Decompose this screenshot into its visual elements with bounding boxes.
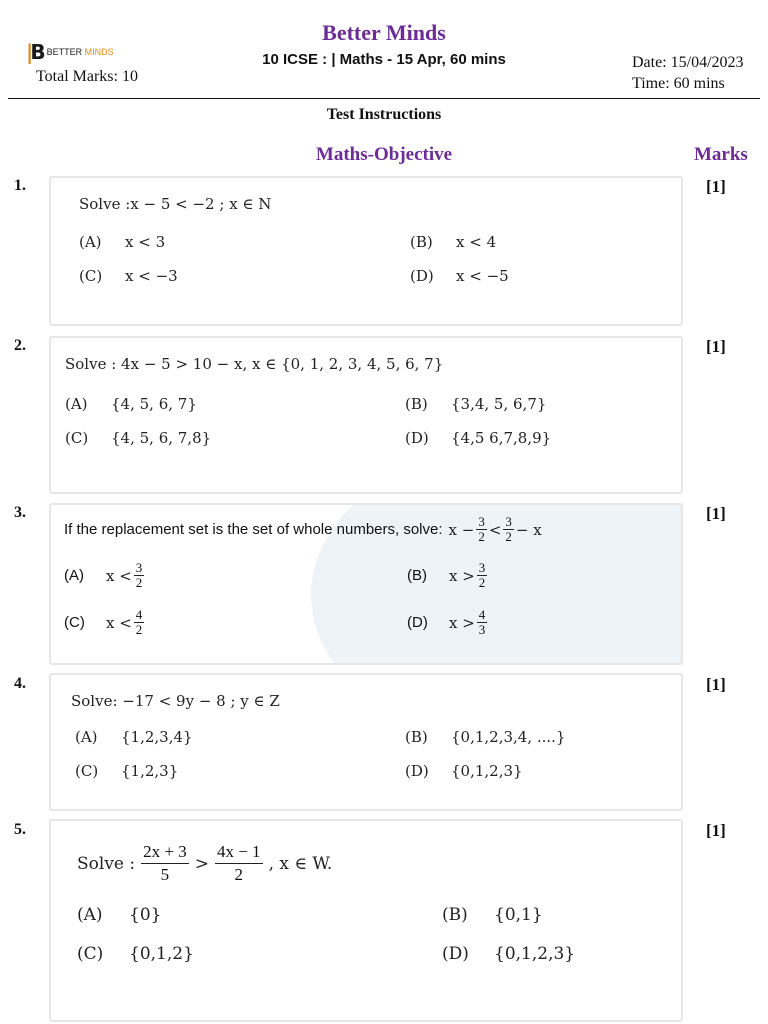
question-number: 3. — [14, 504, 26, 521]
question-box-3 — [49, 503, 683, 665]
logo-text-minds: MINDS — [84, 47, 114, 57]
option-a[interactable]: (A) x < 3 — [79, 233, 166, 251]
option-b[interactable]: (B) {3,4, 5, 6,7} — [405, 395, 547, 413]
header-divider — [8, 98, 760, 99]
question-mark: [1] — [706, 504, 726, 523]
question-number: 2. — [14, 337, 26, 354]
question-number: 5. — [14, 821, 26, 838]
question-prompt: Solve : 4x − 5 > 10 − x, x ∈ {0, 1, 2, 3, 4, 5, 6, 7} — [65, 355, 444, 373]
instructions-heading: Test Instructions — [326, 106, 442, 123]
question-box-5 — [49, 819, 683, 1022]
question-number: 1. — [14, 177, 26, 194]
question-box-1 — [49, 176, 683, 326]
option-d[interactable]: (D) x > $\frac{4}{3}$ — [407, 607, 486, 637]
question-prompt: Solve : $\frac{2x + 3}{5}$ > $\frac{4x - 1}{2}$ , x ∈ W. — [77, 842, 333, 884]
option-c[interactable]: (C) {0,1,2} — [77, 944, 194, 964]
logo-text: BETTER — [46, 47, 83, 57]
question-number: 4. — [14, 675, 26, 692]
option-c[interactable]: (C) x < −3 — [79, 267, 178, 285]
question-prompt: If the replacement set is the set of whole numbers, solve: x − $\frac{3}{2}$ < $\frac{3}{2}$ − x — [64, 514, 542, 544]
fraction: $\frac{3}{2}$ — [505, 514, 512, 544]
fraction: $\frac{3}{2}$ — [478, 514, 485, 544]
option-b[interactable]: (B) {0,1,2,3,4, ....} — [405, 728, 566, 746]
option-d[interactable]: (D) {0,1,2,3} — [405, 762, 523, 780]
marks-heading: Marks — [694, 144, 748, 165]
option-c[interactable]: (C) x < $\frac{4}{2}$ — [64, 607, 143, 637]
question-mark: [1] — [706, 675, 726, 694]
question-mark: [1] — [706, 821, 726, 840]
option-b[interactable]: (B) x > $\frac{3}{2}$ — [407, 560, 486, 590]
logo-mark-icon: |B — [26, 40, 43, 64]
option-d[interactable]: (D) {4,5 6,7,8,9} — [405, 429, 552, 447]
question-box-2 — [49, 336, 683, 494]
question-prompt: Solve :x − 5 < −2 ; x ∈ N — [79, 195, 272, 213]
question-box-4 — [49, 673, 683, 811]
exam-subtitle: 10 ICSE : | Maths - 15 Apr, 60 mins — [262, 51, 506, 68]
option-c[interactable]: (C) {1,2,3} — [75, 762, 179, 780]
question-mark: [1] — [706, 177, 726, 196]
option-d[interactable]: (D) x < −5 — [410, 267, 509, 285]
date-time — [632, 52, 744, 94]
option-b[interactable]: (B) {0,1} — [442, 905, 543, 925]
total-marks: Total Marks: 10 — [36, 68, 138, 85]
option-d[interactable]: (D) {0,1,2,3} — [442, 944, 576, 964]
option-a[interactable]: (A) {0} — [77, 905, 162, 925]
exam-time: Time: 60 mins — [632, 75, 725, 92]
option-b[interactable]: (B) x < 4 — [410, 233, 497, 251]
option-c[interactable]: (C) {4, 5, 6, 7,8} — [65, 429, 212, 447]
section-title: Maths-Objective — [315, 144, 453, 165]
exam-date: Date: 15/04/2023 — [632, 54, 744, 71]
org-title: Better Minds — [322, 20, 446, 45]
question-prompt: Solve: −17 < 9y − 8 ; y ∈ Z — [71, 692, 280, 710]
option-a[interactable]: (A) x < $\frac{3}{2}$ — [64, 560, 143, 590]
option-a[interactable]: (A) {1,2,3,4} — [75, 728, 193, 746]
question-mark: [1] — [706, 337, 726, 356]
option-a[interactable]: (A) {4, 5, 6, 7} — [65, 395, 197, 413]
